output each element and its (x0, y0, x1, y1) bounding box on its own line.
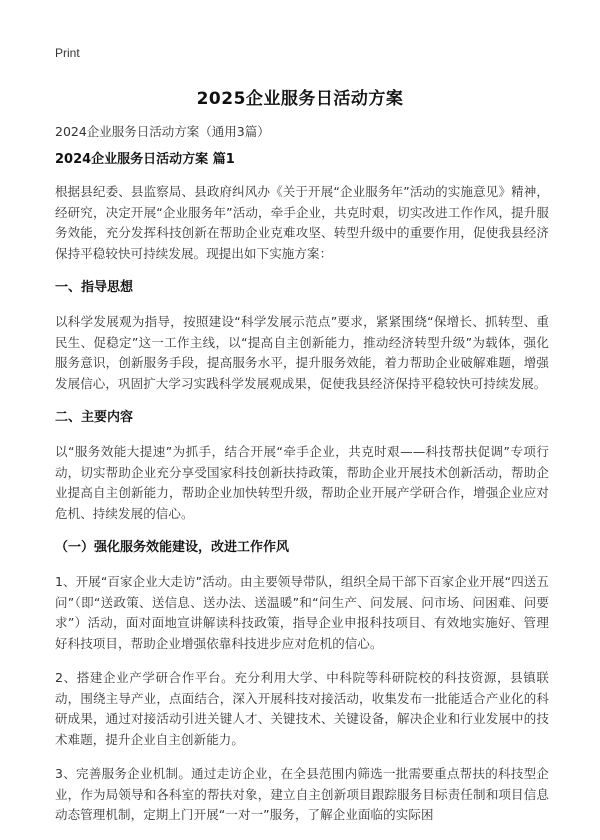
page-title: 2025企业服务日活动方案 (196, 89, 404, 109)
print-link[interactable]: Print (55, 46, 80, 60)
list-item: 2、搭建企业产学研合作平台。充分利用大学、中科院等科研院校的科技资源，县镇联动，围绕主导产业，点面结合，深入开展科技对接活动，收集发布一批能适合产业化的科研成果，通过对接活动引进关键人才、关键技术、关键设备，解决企业和行业发展中的技术难题，提升企业自主创新能力。 (55, 670, 549, 747)
list-item: 3、完善服务企业机制。通过走访企业，在全县范围内筛选一批需要重点帮扶的科技型企业，作为局领导和各科室的帮扶对象，建立自主创新项目跟踪服务目标责任制和项目信息动态管理机制，定期上门开展“一对一”服务，了解企业面临的实际困 (55, 766, 549, 822)
intro-paragraph: 根据县纪委、县监察局、县政府纠风办《关于开展“企业服务年”活动的实施意见》精神，经研究，决定开展“企业服务年”活动，牵手企业，共克时艰，切实改进工作作风，提升服务效能，充分发挥科技创新在帮助企业克难攻坚、转型升级中的重要作用，促使我县经济保持平稳较快可持续发展。现提出如下实施方案： (55, 184, 549, 261)
subsection-heading-service-efficiency: （一）强化服务效能建设，改进工作作风 (55, 540, 290, 555)
document-subtitle: 2024企业服务日活动方案（通用3篇） (55, 124, 270, 139)
section-heading-main-content: 二、主要内容 (55, 410, 134, 425)
main-content-paragraph: 以“服务效能大提速”为抓手，结合开展“牵手企业，共克时艰——科技帮扶促调”专项行动，切实帮助企业充分享受国家科技创新扶持政策，帮助企业开展技术创新活动，帮助企业提高自主创新能力，帮助企业加快转型升级，帮助企业开展产学研合作，增强企业应对危机、持续发展的信心。 (55, 444, 549, 521)
guiding-ideology-paragraph: 以科学发展观为指导，按照建设“科学发展示范点”要求，紧紧围绕“保增长、抓转型、重民生、促稳定”这一工作主线，以“提高自主创新能力，推动经济转型升级”为载体，强化服务意识，创新服务手段，提高服务水平，提升服务效能，着力帮助企业破解难题，增强发展信心，巩固扩大学习实践科学发展观成果，促使我县经济保持平稳较快可持续发展。 (55, 314, 549, 391)
document-body (55, 150, 549, 840)
section-heading-guiding-ideology: 一、指导思想 (55, 280, 134, 295)
list-item: 1、开展“百家企业大走访”活动。由主要领导带队，组织全局干部下百家企业开展“四送五问”（即“送政策、送信息、送办法、送温暖”和“问生产、问发展、问市场、问困难、问要求”）活动，面对面地宣讲解读科技政策，指导企业申报科技项目、有效地实施好、管理好科技项目，帮助企业增强依靠科技进步应对危机的信心。 (55, 574, 549, 651)
article-title: 2024企业服务日活动方案 篇1 (55, 152, 235, 167)
